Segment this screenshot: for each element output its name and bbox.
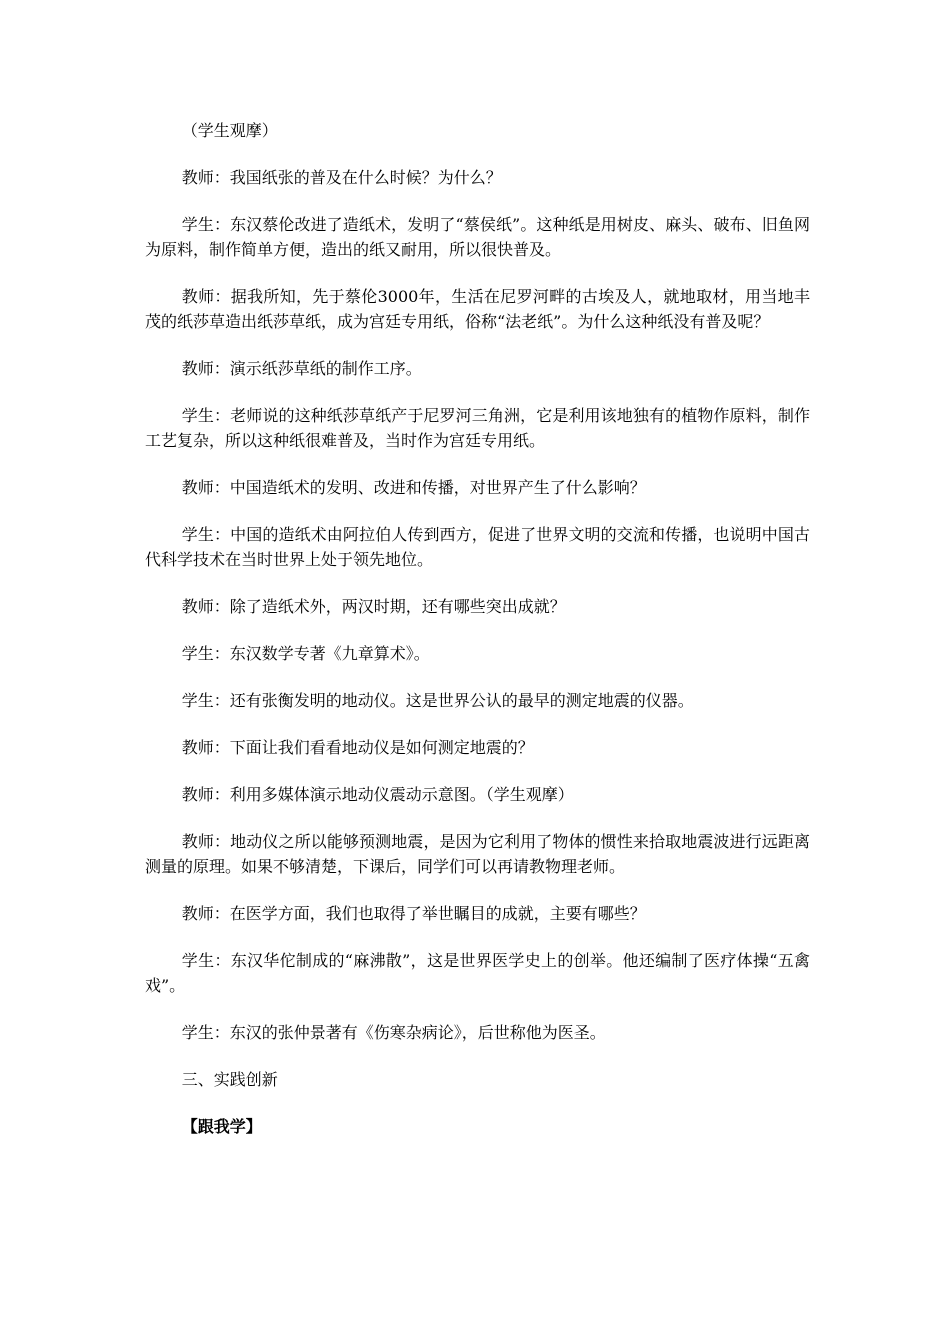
paragraph-student-influence: 学生：中国的造纸术由阿拉伯人传到西方，促进了世界文明的交流和传播，也说明中国古代科学技术在当时世界上处于领先地位。 [145, 525, 810, 569]
paragraph-teacher-papyrus: 教师：据我所知，先于蔡伦3000年，生活在尼罗河畔的古埃及人，就地取材，用当地丰茂的纸莎草造出纸莎草纸，成为宫廷专用纸，俗称“法老纸”。为什么这种纸没有普及呢？ [145, 287, 810, 331]
paragraph-teacher-influence: 教师：中国造纸术的发明、改进和传播，对世界产生了什么影响？ [181, 478, 646, 497]
paragraph-student-cailun: 学生：东汉蔡伦改进了造纸术，发明了“蔡侯纸”。这种纸是用树皮、麻头、破布、旧鱼网为原料，制作简单方便，造出的纸又耐用，所以很快普及。 [145, 215, 810, 259]
paragraph-teacher-paper-popularization: 教师：我国纸张的普及在什么时候？为什么？ [181, 168, 502, 187]
section-label-follow-me: 【跟我学】 [181, 1117, 262, 1136]
paragraph-student-papyrus-answer: 学生：老师说的这种纸莎草纸产于尼罗河三角洲，它是利用该地独有的植物作原料，制作工艺复杂，所以这种纸很难普及，当时作为宫廷专用纸。 [145, 406, 810, 450]
paragraph-teacher-seismoscope-principle: 教师：地动仪之所以能够预测地震，是因为它利用了物体的惯性来拾取地震波进行远距离测量的原理。如果不够清楚，下课后，同学们可以再请教物理老师。 [145, 832, 810, 876]
paragraph-teacher-medicine: 教师：在医学方面，我们也取得了举世瞩目的成就，主要有哪些？ [181, 904, 646, 923]
section-heading-practice: 三、实践创新 [181, 1070, 278, 1089]
paragraph-student-zhangzhongjing: 学生：东汉的张仲景著有《伤寒杂病论》，后世称他为医圣。 [181, 1023, 606, 1042]
document-body [145, 118, 810, 1161]
paragraph-student-huatuo: 学生：东汉华佗制成的“麻沸散”，这是世界医学史上的创举。他还编制了医疗体操“五禽戏”。 [145, 951, 810, 995]
paragraph-student-math: 学生：东汉数学专著《九章算术》。 [181, 644, 430, 663]
paragraph-teacher-demo-papyrus: 教师：演示纸莎草纸的制作工序。 [181, 359, 422, 378]
paragraph-student-observe: （学生观摩） [181, 121, 278, 140]
paragraph-teacher-seismoscope-demo: 教师：利用多媒体演示地动仪震动示意图。（学生观摩） [181, 785, 574, 804]
paragraph-teacher-seismoscope-question: 教师：下面让我们看看地动仪是如何测定地震的？ [181, 738, 534, 757]
paragraph-student-seismoscope: 学生：还有张衡发明的地动仪。这是世界公认的最早的测定地震的仪器。 [181, 691, 694, 710]
paragraph-teacher-other-achievements: 教师：除了造纸术外，两汉时期，还有哪些突出成就？ [181, 597, 566, 616]
